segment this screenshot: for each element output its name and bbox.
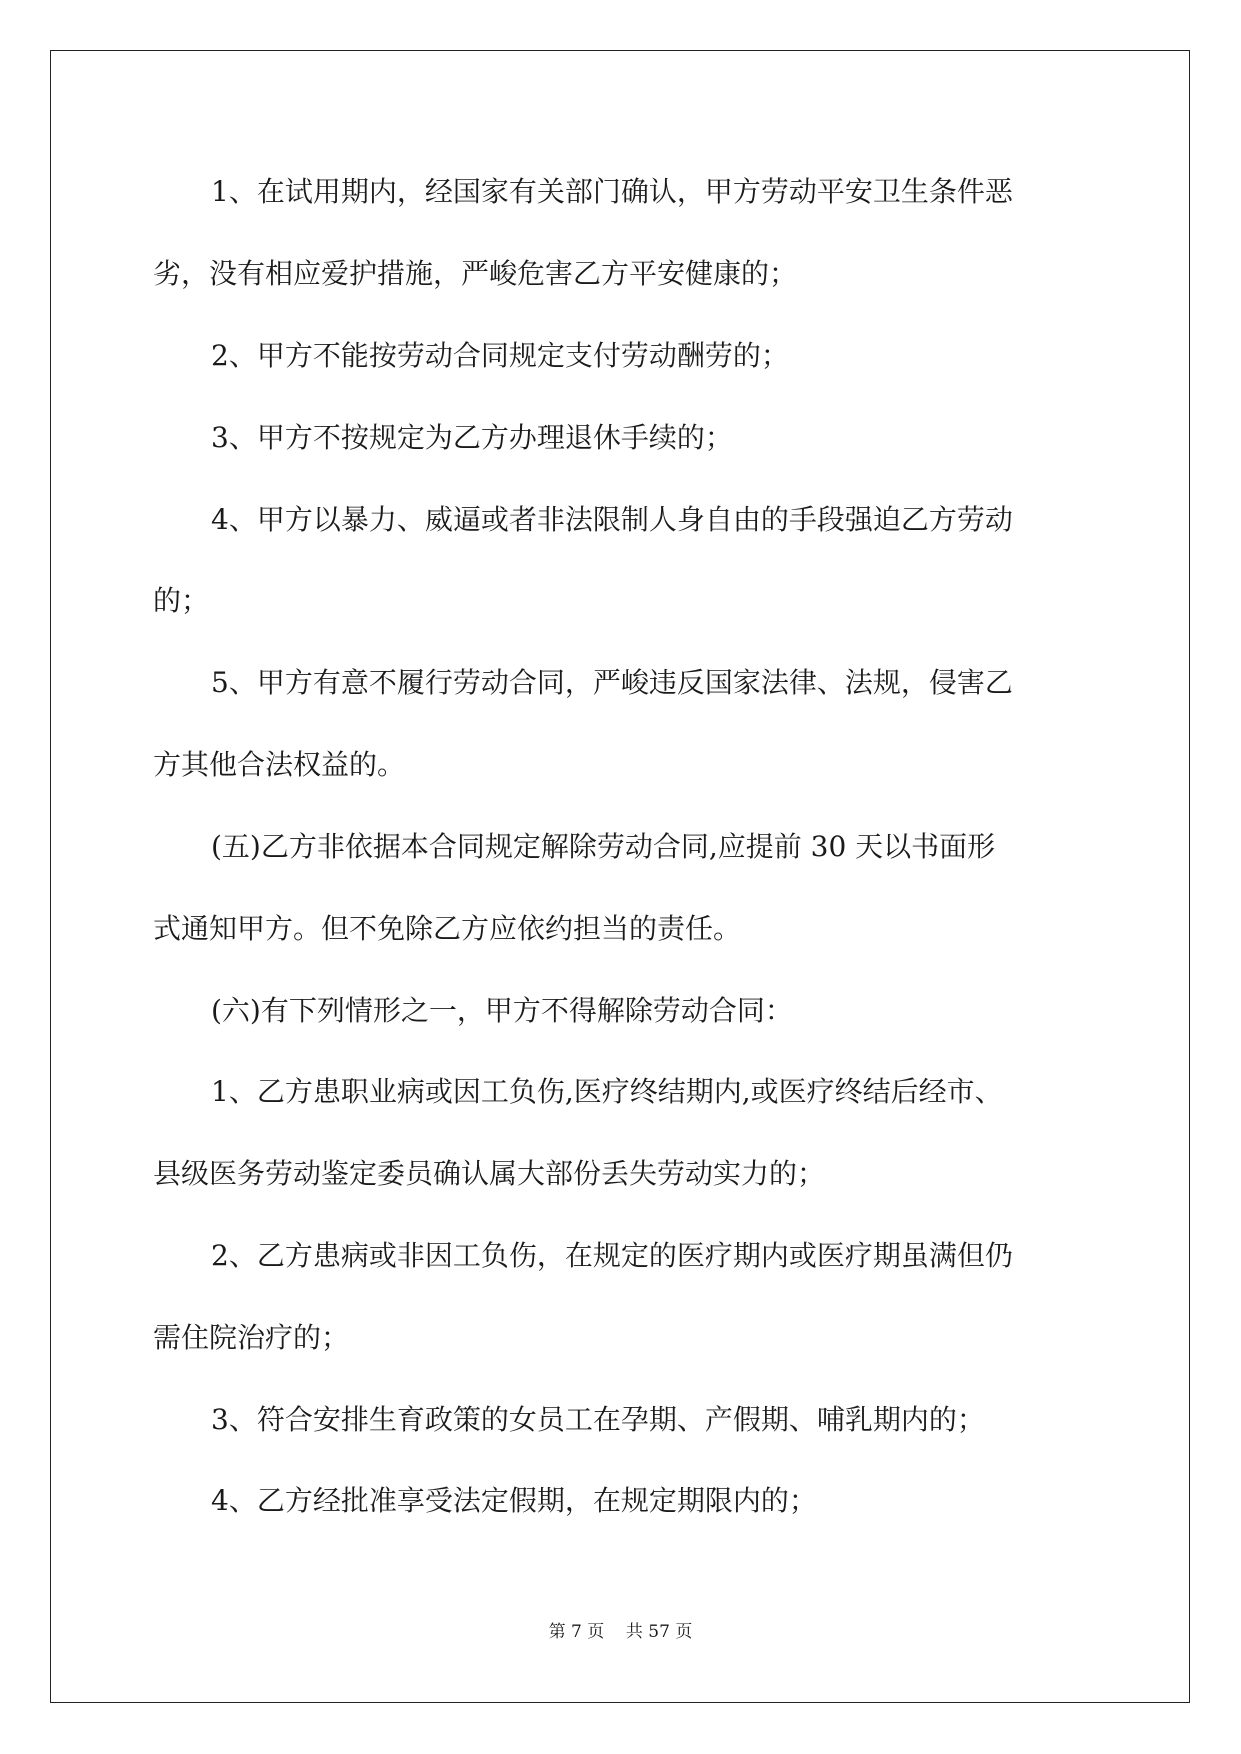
- paragraph-line: 3、符合安排生育政策的女员工在孕期、产假期、哺乳期内的；: [211, 1403, 985, 1436]
- paragraph-line: 劣，没有相应爱护措施，严峻危害乙方平安健康的；: [153, 257, 798, 290]
- paragraph-line: 5、甲方有意不履行劳动合同，严峻违反国家法律、法规，侵害乙: [211, 666, 1013, 699]
- paragraph-line: 4、甲方以暴力、威逼或者非法限制人身自由的手段强迫乙方劳动: [211, 503, 1013, 536]
- paragraph-line: 3、甲方不按规定为乙方办理退休手续的；: [211, 421, 733, 454]
- paragraph-line: 2、乙方患病或非因工负伤，在规定的医疗期内或医疗期虽满但仍: [211, 1239, 1013, 1272]
- page-border: [50, 50, 1190, 1703]
- paragraph-line: 4、乙方经批准享受法定假期，在规定期限内的；: [211, 1484, 817, 1517]
- paragraph-line: 2、甲方不能按劳动合同规定支付劳动酬劳的；: [211, 339, 789, 372]
- page-total: 共 57 页: [625, 1622, 693, 1642]
- paragraph-line: (六)有下列情形之一，甲方不得解除劳动合同：: [211, 994, 793, 1027]
- paragraph-line: (五)乙方非依据本合同规定解除劳动合同,应提前 30 天以书面形: [211, 830, 996, 863]
- paragraph-line: 的；: [153, 584, 210, 617]
- paragraph-line: 式通知甲方。但不免除乙方应依约担当的责任。: [153, 912, 742, 945]
- paragraph-line: 需住院治疗的；: [153, 1321, 350, 1354]
- paragraph-line: 1、乙方患职业病或因工负伤,医疗终结期内,或医疗终结后经市、: [211, 1075, 1003, 1108]
- paragraph-line: 方其他合法权益的。: [153, 748, 406, 781]
- page-footer: [0, 1617, 1241, 1642]
- paragraph-line: 县级医务劳动鉴定委员确认属大部份丢失劳动实力的；: [153, 1157, 826, 1190]
- paragraph-line: 1、在试用期内，经国家有关部门确认，甲方劳动平安卫生条件恶: [211, 175, 1013, 208]
- page-number: 第 7 页: [548, 1622, 605, 1642]
